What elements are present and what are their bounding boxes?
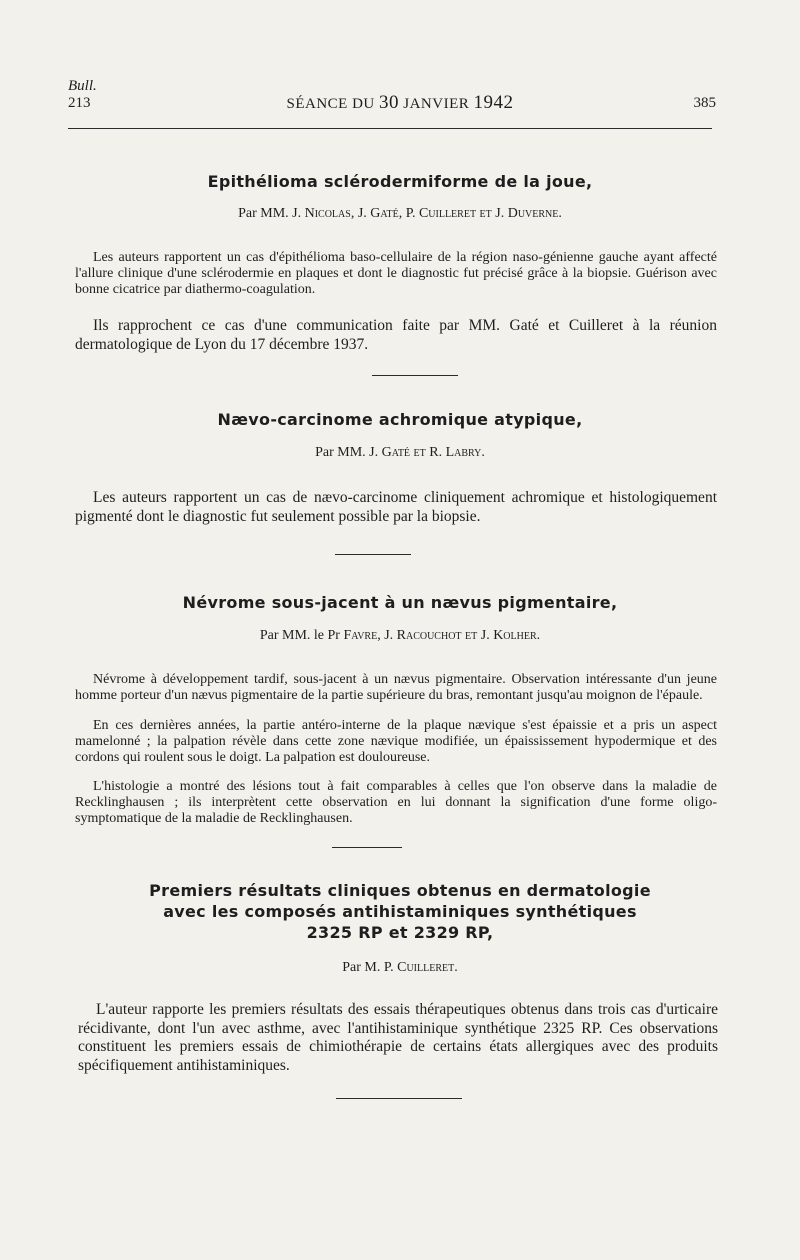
article-1-authors: J. Nicolas, J. Gaté, P. Cuilleret et J. Duverne. bbox=[292, 206, 562, 221]
article-4-byline: Par M. P. Cuilleret. bbox=[342, 960, 458, 975]
separator-4 bbox=[336, 1098, 462, 1099]
journal-abbreviation: Bull. bbox=[68, 78, 97, 94]
article-4-title-line-3: 2325 RP et 2329 RP, bbox=[306, 923, 494, 942]
header-day: 30 bbox=[379, 92, 399, 113]
article-1-paragraph-1: Les auteurs rapportent un cas d'épithélioma baso-cellulaire de la région naso-génienne gauche ayant affecté l'allure clinique d'une sclérodermie en plaques et dont le diagnostic fut précisé grâce à la biopsie. Guérison avec bonne cicatrice par diathermo-coagulation. bbox=[75, 250, 717, 297]
article-4-title bbox=[60, 880, 740, 943]
article-2-authors: J. Gaté et R. Labry. bbox=[369, 445, 485, 460]
page-number: 385 bbox=[693, 95, 716, 111]
article-3-title: Névrome sous-jacent à un nævus pigmentaire, bbox=[182, 593, 618, 612]
article-1-paragraph-2: Ils rapprochent ce cas d'une communication faite par MM. Gaté et Cuilleret à la réunion dermatologique de Lyon du 17 décembre 1937. bbox=[75, 317, 717, 353]
header-session: SÉANCE DU bbox=[286, 96, 375, 112]
article-4-title-line-1: Premiers résultats cliniques obtenus en dermatologie bbox=[149, 881, 651, 900]
header-year: 1942 bbox=[473, 92, 514, 113]
separator-2 bbox=[335, 554, 411, 555]
header-rule bbox=[68, 128, 712, 129]
header-month: JANVIER bbox=[403, 96, 470, 112]
article-2-title: Nævo-carcinome achromique atypique, bbox=[217, 410, 583, 429]
running-header bbox=[0, 92, 800, 114]
separator-3 bbox=[332, 847, 402, 848]
article-3-byline: Par MM. le Pr Favre, J. Racouchot et J. Kolher. bbox=[259, 628, 541, 643]
article-1-byline: Par MM. J. Nicolas, J. Gaté, P. Cuilleret et J. Duverne. bbox=[238, 206, 562, 221]
article-1-title: Epithélioma sclérodermiforme de la joue, bbox=[207, 172, 593, 191]
article-2-byline: Par MM. J. Gaté et R. Labry. bbox=[315, 445, 485, 460]
article-4-authors: P. Cuilleret. bbox=[383, 960, 458, 975]
article-4-title-line-2: avec les composés antihistaminiques synthétiques bbox=[163, 902, 637, 921]
article-3-authors: Favre, J. Racouchot et J. Kolher. bbox=[343, 628, 541, 643]
article-3-paragraph-2: En ces dernières années, la partie antéro-interne de la plaque nævique s'est épaissie et a pris un aspect mamelonné ; la palpation révèle dans cette zone nævique modifiée, un épaississement hypodermique et des cordons qui roulent sous le doigt. La palpation est douloureuse. bbox=[75, 718, 717, 765]
separator-1 bbox=[372, 375, 458, 376]
article-3-paragraph-1: Névrome à développement tardif, sous-jacent à un nævus pigmentaire. Observation intéressante d'un jeune homme porteur d'un nævus pigmentaire de la partie supérieure du bras, remontant jusqu'au moignon de l'épaule. bbox=[75, 672, 717, 703]
volume-number: 213 bbox=[68, 95, 91, 111]
article-3-paragraph-3: L'histologie a montré des lésions tout à fait comparables à celles que l'on observe dans la maladie de Recklinghausen ; ils interprètent cette observation en lui donnant la signification d'une forme oligo-symptomatique de la maladie de Recklinghausen. bbox=[75, 779, 717, 826]
article-4-paragraph-1: L'auteur rapporte les premiers résultats des essais thérapeutiques obtenus dans trois cas d'urticaire récidivante, dont l'un avec asthme, avec l'antihistaminique synthétique 2325 RP. Ces observations constituent les premiers essais de chimiothérapie de certains états allergiques avec des produits spécifiquement antihistaminiques. bbox=[78, 1001, 718, 1074]
article-2-paragraph-1: Les auteurs rapportent un cas de nævo-carcinome cliniquement achromique et histologiquement pigmenté dont le diagnostic fut seulement possible par la biopsie. bbox=[75, 489, 717, 525]
